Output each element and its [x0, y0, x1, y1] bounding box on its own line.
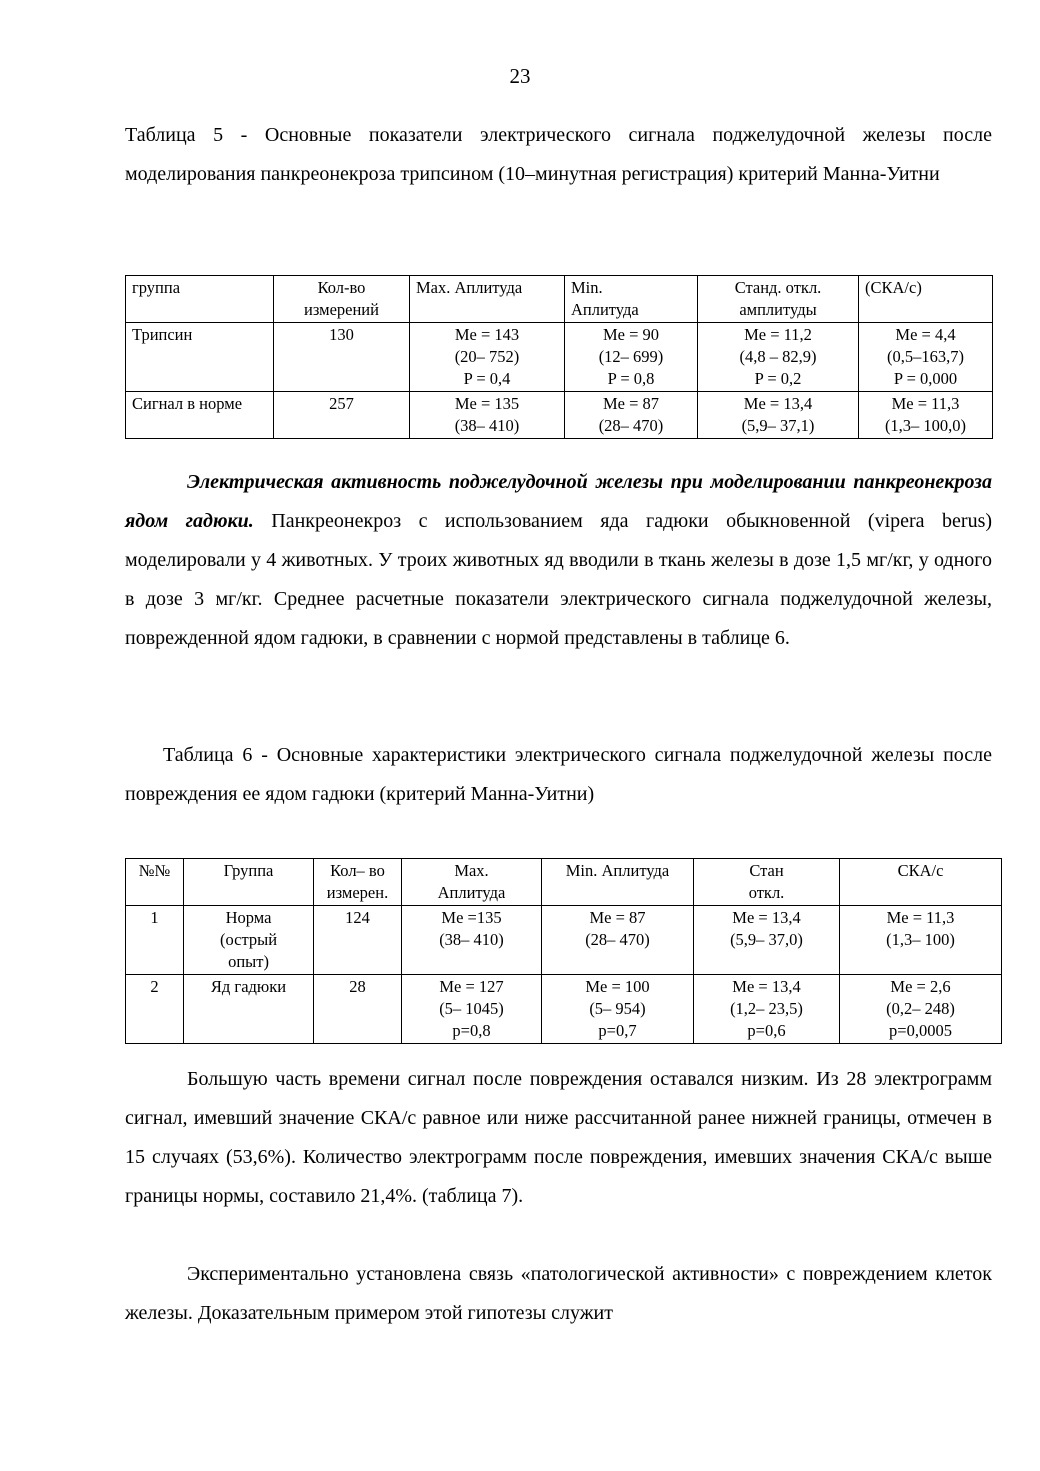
- table-cell: [184, 975, 314, 1044]
- table-header-cell: [859, 276, 993, 323]
- cell-line: Me = 90: [602, 325, 660, 344]
- cell-line: Станд. откл.: [734, 278, 822, 297]
- table-header-cell: [698, 276, 859, 323]
- cell-line: p=0,0005: [889, 1021, 952, 1040]
- table-header-cell: [126, 276, 274, 323]
- table-cell: [840, 975, 1002, 1044]
- cell-line: (5,9– 37,1): [741, 416, 815, 435]
- table-cell: [274, 392, 410, 439]
- table-cell: [565, 323, 698, 392]
- table-cell: [565, 392, 698, 439]
- cell-line: Me = 11,2: [744, 325, 812, 344]
- table-cell: [402, 906, 542, 975]
- cell-line: P = 0,4: [463, 369, 511, 388]
- cell-line: Max.: [454, 861, 489, 880]
- table-header-row: [126, 276, 993, 323]
- table-cell: [184, 906, 314, 975]
- cell-line: (38– 410): [439, 930, 504, 949]
- cell-line: Me = 127: [439, 977, 504, 996]
- cell-line: p=0,8: [452, 1021, 491, 1040]
- table-header-cell: [184, 859, 314, 906]
- table-cell: [694, 975, 840, 1044]
- cell-line: (20– 752): [454, 347, 520, 366]
- cell-line: Me =135: [441, 908, 502, 927]
- table-header-cell: [565, 276, 698, 323]
- table-cell: [274, 323, 410, 392]
- cell-line: Me = 87: [602, 394, 660, 413]
- cell-line: Me = 87: [589, 908, 646, 927]
- cell-line: P = 0,8: [607, 369, 655, 388]
- cell-line: Me = 2,6: [890, 977, 951, 996]
- cell-line: Me = 143: [454, 325, 520, 344]
- cell-line: Аплитуда: [437, 883, 506, 902]
- table6: [125, 858, 1002, 1044]
- table-cell: [402, 975, 542, 1044]
- table5-caption: Таблица 5 - Основные показатели электрического сигнала поджелудочной железы после моделирования панкреонекроза трипсином (10–минутная регистрация) критерий Манна-Уитни: [125, 124, 992, 185]
- cell-line: группа: [132, 278, 181, 297]
- cell-line: (0,2– 248): [886, 999, 955, 1018]
- cell-line: (28– 470): [585, 930, 650, 949]
- cell-line: измерен.: [326, 883, 389, 902]
- cell-line: p=0,7: [598, 1021, 637, 1040]
- cell-line: (4,8 – 82,9): [739, 347, 817, 366]
- cell-line: P = 0,000: [893, 369, 958, 388]
- cell-line: Аплитуда: [571, 300, 639, 319]
- table-row: [126, 906, 1002, 975]
- cell-line: Me = 13,4: [732, 908, 801, 927]
- cell-line: Группа: [223, 861, 274, 880]
- table-cell: [314, 975, 402, 1044]
- cell-line: Кол– во: [330, 861, 385, 880]
- cell-line: (1,3– 100): [886, 930, 955, 949]
- paragraph-viper-venom: [125, 463, 992, 658]
- table-header-row: [126, 859, 1002, 906]
- table-header-cell: [314, 859, 402, 906]
- table-header-cell: [126, 859, 184, 906]
- table-cell: [542, 975, 694, 1044]
- table-cell: [698, 323, 859, 392]
- cell-line: Яд гадюки: [210, 977, 287, 996]
- paragraph-lead: Электрическая активность поджелудочной железы при моделировании панкреонекроза ядом гадюки.: [125, 471, 992, 532]
- cell-line: Me = 100: [585, 977, 650, 996]
- table-cell: [859, 323, 993, 392]
- cell-line: откл.: [748, 883, 785, 902]
- cell-line: p=0,6: [747, 1021, 786, 1040]
- cell-line: P = 0,2: [754, 369, 802, 388]
- cell-line: 124: [345, 908, 370, 927]
- table-cell: [410, 323, 565, 392]
- cell-line: Me = 13,4: [743, 394, 813, 413]
- table-cell: [694, 906, 840, 975]
- cell-line: 1: [150, 908, 159, 927]
- table-cell: [314, 906, 402, 975]
- table-cell: [126, 323, 274, 392]
- cell-line: Трипсин: [132, 325, 193, 344]
- cell-line: (38– 410): [454, 416, 520, 435]
- cell-line: Me = 11,3: [886, 908, 955, 927]
- cell-line: 2: [150, 977, 159, 996]
- cell-line: (28– 470): [598, 416, 664, 435]
- cell-line: 130: [329, 325, 354, 344]
- paragraph-pathological-activity: Экспериментально установлена связь «патологической активности» с повреждением клеток железы. Доказательным примером этой гипотезы служит: [125, 1263, 992, 1324]
- table-header-cell: [694, 859, 840, 906]
- cell-line: Кол-во: [317, 278, 366, 297]
- paragraph-low-signal: Большую часть времени сигнал после повреждения оставался низким. Из 28 электрограмм сигнал, имевший значение СКА/с равное или ниже рассчитанной ранее нижней границы, отмечен в 15 случаях (53,6%). Количество электрограмм после повреждения, имевших значения СКА/с выше границы нормы, составило 21,4%. (таблица 7).: [125, 1068, 992, 1207]
- table-cell: [126, 906, 184, 975]
- table5: [125, 275, 993, 439]
- cell-line: (СКА/с): [865, 278, 922, 297]
- page-number: 23: [509, 64, 531, 88]
- cell-line: (1,2– 23,5): [730, 999, 803, 1018]
- table-row: [126, 323, 993, 392]
- cell-line: 257: [329, 394, 354, 413]
- cell-line: Max. Аплитуда: [416, 278, 523, 297]
- paragraph-text: Панкреонекроз с использованием яда гадюки обыкновенной (vipera berus) моделировали у 4 животных. У троих животных яд вводили в ткань железы в дозе 1,5 мг/кг, у одного в дозе 3 мг/кг. Среднее расчетные показатели электрического сигнала поджелудочной железы, поврежденной ядом гадюки, в сравнении с нормой представлены в таблице 6.: [125, 510, 993, 649]
- cell-line: Me = 13,4: [732, 977, 801, 996]
- table-cell: [542, 906, 694, 975]
- cell-line: (0,5–163,7): [887, 347, 964, 366]
- cell-line: Me = 4,4: [895, 325, 956, 344]
- cell-line: (1,3– 100,0): [884, 416, 967, 435]
- cell-line: (5,9– 37,0): [730, 930, 803, 949]
- cell-line: Me = 11,3: [891, 394, 960, 413]
- table-header-cell: [840, 859, 1002, 906]
- table-cell: [410, 392, 565, 439]
- table-header-cell: [402, 859, 542, 906]
- cell-line: Min.: [571, 278, 603, 297]
- table6-caption: Таблица 6 - Основные характеристики электрического сигнала поджелудочной железы после повреждения ее ядом гадюки (критерий Манна-Уитни): [125, 744, 992, 805]
- cell-line: опыт): [228, 952, 269, 971]
- table-cell: [840, 906, 1002, 975]
- table-header-cell: [274, 276, 410, 323]
- cell-line: Me = 135: [454, 394, 520, 413]
- cell-line: измерений: [304, 300, 379, 319]
- table-cell: [698, 392, 859, 439]
- cell-line: Min. Аплитуда: [565, 861, 670, 880]
- cell-line: (12– 699): [598, 347, 664, 366]
- table-cell: [859, 392, 993, 439]
- table-cell: [126, 975, 184, 1044]
- cell-line: Сигнал в норме: [132, 394, 243, 413]
- cell-line: СКА/с: [897, 861, 944, 880]
- table-header-cell: [542, 859, 694, 906]
- cell-line: (5– 954): [589, 999, 646, 1018]
- table-row: [126, 975, 1002, 1044]
- cell-line: (5– 1045): [439, 999, 504, 1018]
- cell-line: амплитуды: [739, 300, 817, 319]
- cell-line: (острый: [219, 930, 278, 949]
- cell-line: Норма: [225, 908, 272, 927]
- cell-line: Стан: [749, 861, 784, 880]
- cell-line: №№: [138, 861, 171, 880]
- cell-line: 28: [349, 977, 366, 996]
- table-row: [126, 392, 993, 439]
- table-cell: [126, 392, 274, 439]
- table-header-cell: [410, 276, 565, 323]
